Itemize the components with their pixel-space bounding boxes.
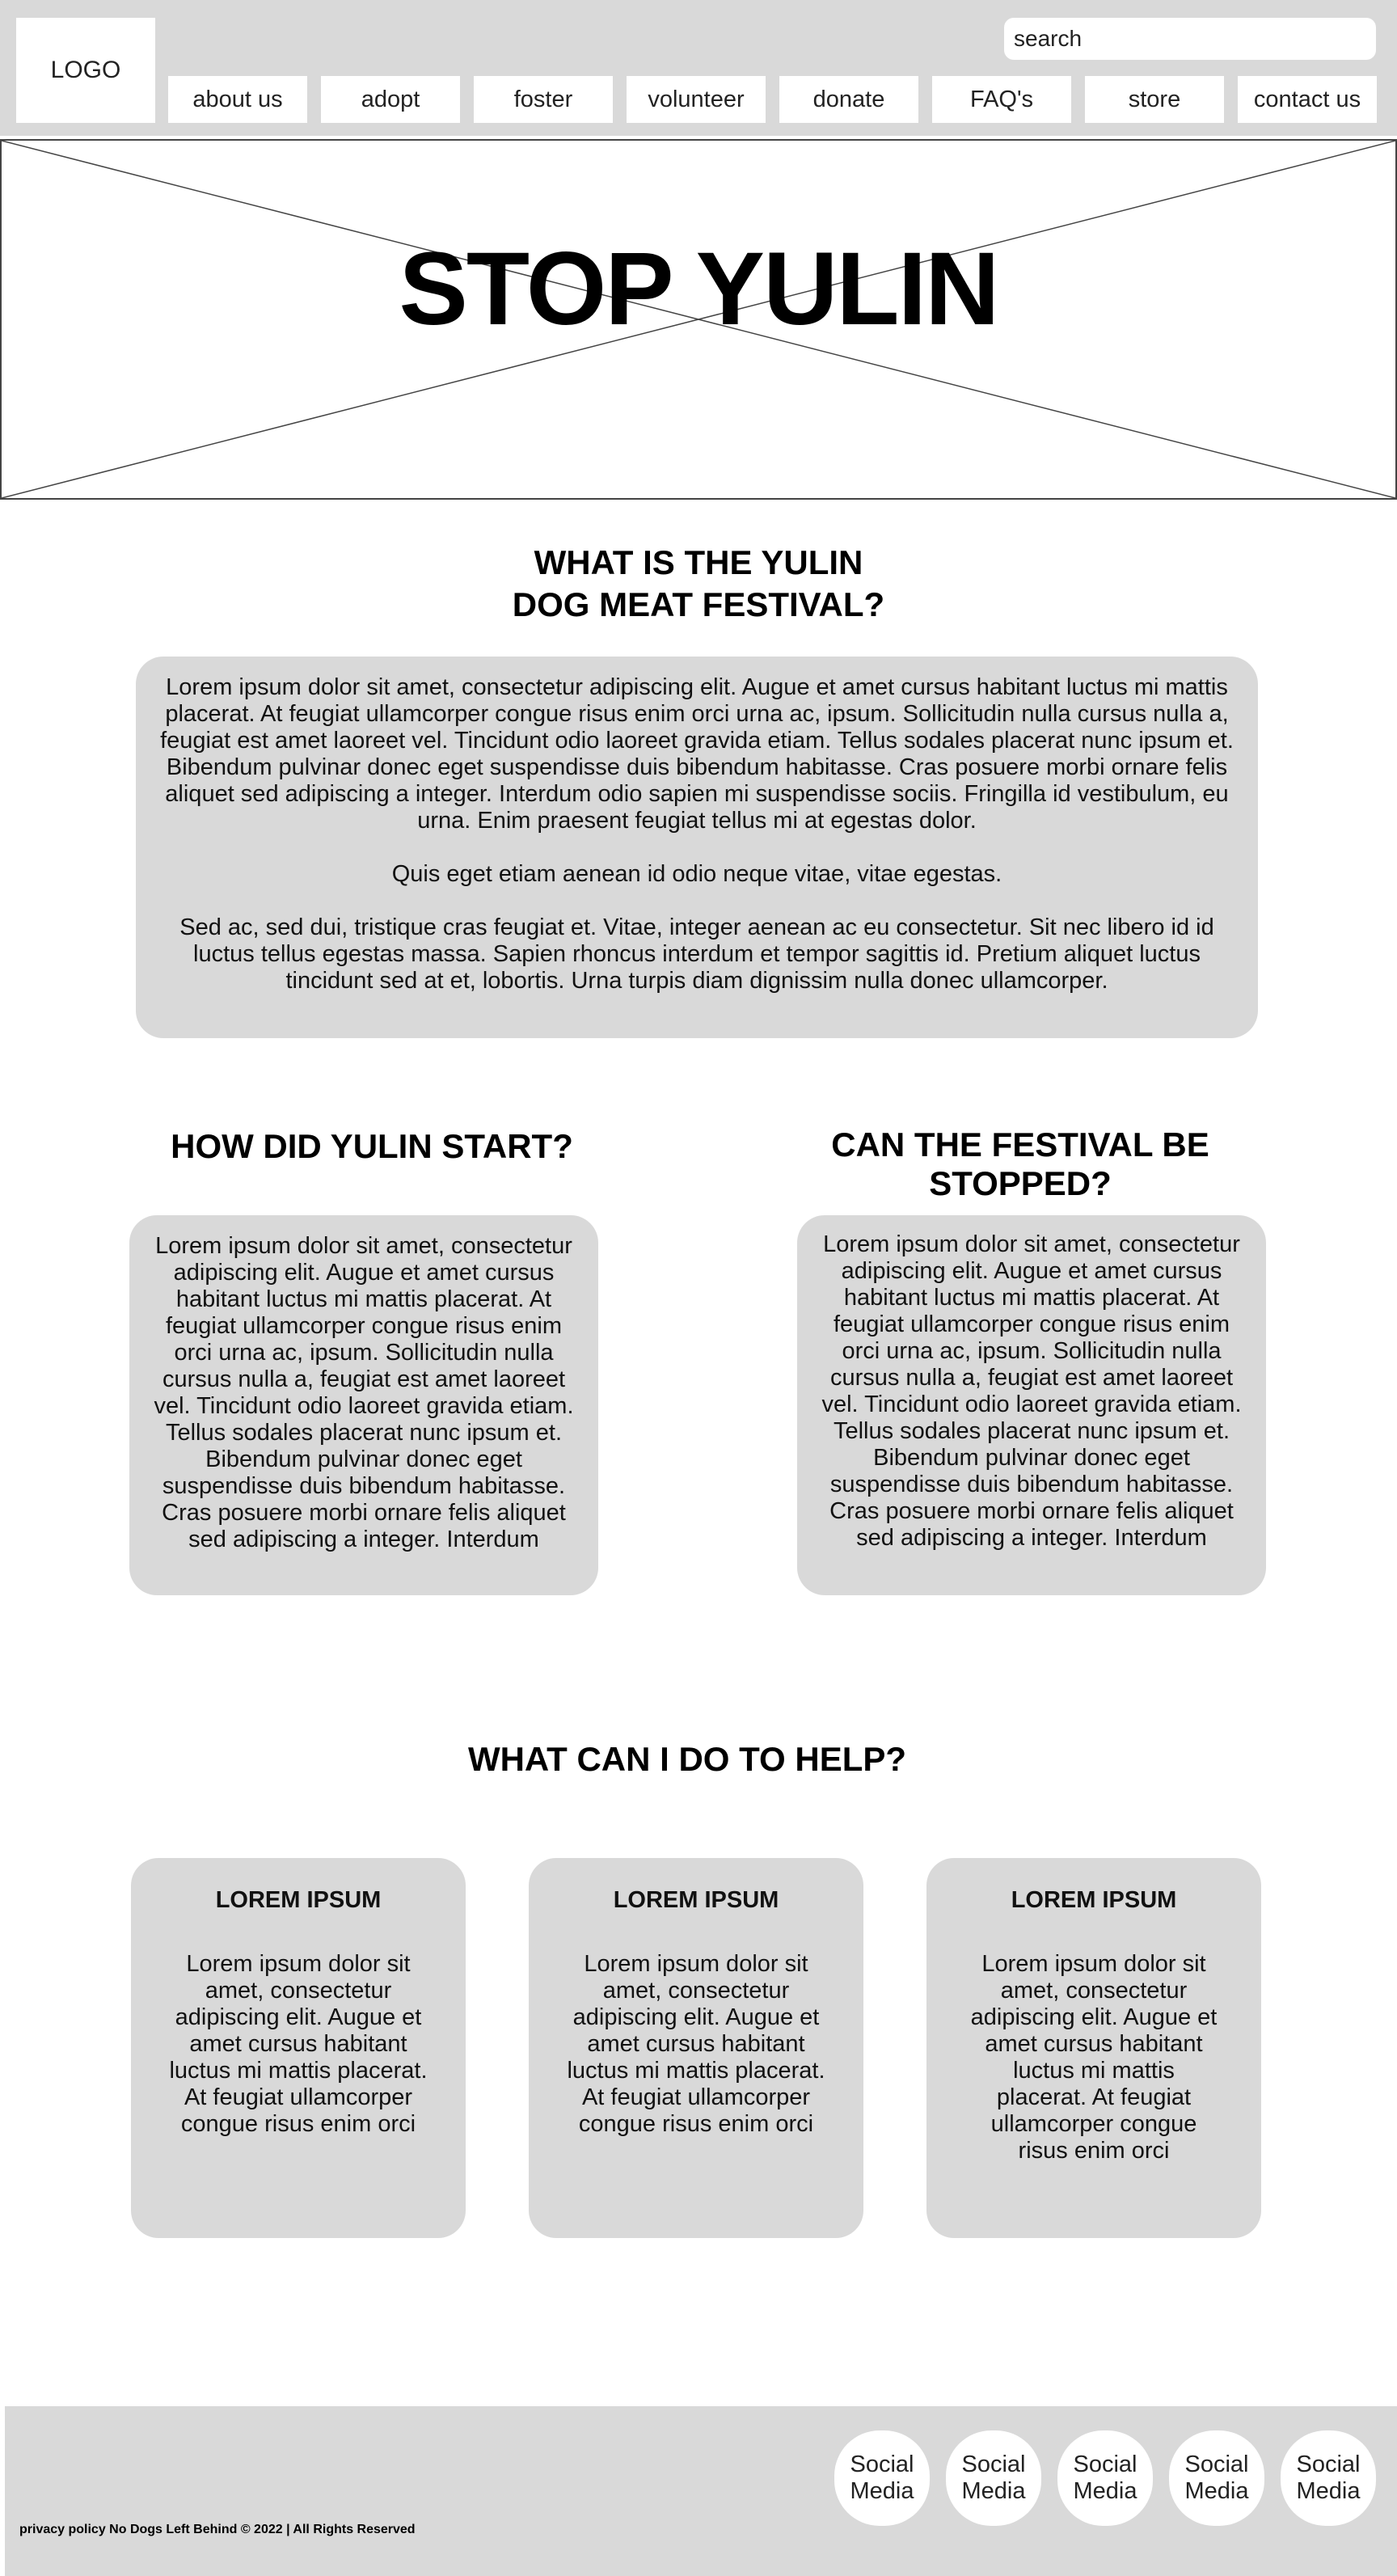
nav-faqs[interactable]: FAQ's <box>932 76 1071 123</box>
nav-volunteer[interactable]: volunteer <box>627 76 766 123</box>
can-stop-heading-line2: STOPPED? <box>929 1164 1112 1202</box>
nav-adopt[interactable]: adopt <box>321 76 460 123</box>
help-card <box>529 1858 863 2238</box>
can-stop-heading <box>778 1125 1263 1203</box>
help-card-text: Lorem ipsum dolor sit amet, consectetur adipiscing elit. Augue et amet cursus habitant luctus mi mattis placerat. At feugiat ullamcorper congue risus enim orci <box>169 1951 428 2137</box>
help-card-title: LOREM IPSUM <box>613 1887 779 1913</box>
help-card-title: LOREM IPSUM <box>215 1887 382 1913</box>
logo[interactable]: LOGO <box>16 18 155 123</box>
social-media-link[interactable]: Social Media <box>834 2430 930 2526</box>
nav-about-us[interactable]: about us <box>168 76 307 123</box>
nav-store[interactable]: store <box>1085 76 1224 123</box>
what-is-heading-line2: DOG MEAT FESTIVAL? <box>512 585 885 623</box>
help-heading: WHAT CAN I DO TO HELP? <box>467 1740 907 1778</box>
how-start-text: Lorem ipsum dolor sit amet, consectetur adipiscing elit. Augue et amet cursus habitant luctus mi mattis placerat. At feugiat ullamcorper congue risus enim orci urna ac, ipsum. Sollicitudin nulla cursus nulla a, feugiat est amet laoreet vel. Tincidunt odio laoreet gravida etiam. Tellus sodales placerat nunc ipsum et. Bibendum pulvinar donec eget suspendisse duis bibendum habitasse. Cras posuere morbi ornare felis aliquet sed adipiscing a integer. Interdum <box>154 1233 574 1552</box>
what-is-heading-line1: WHAT IS THE YULIN <box>534 543 863 581</box>
can-stop-heading-line1: CAN THE FESTIVAL BE <box>831 1125 1209 1163</box>
hero-title: STOP YULIN <box>399 231 998 347</box>
what-is-paragraph: Quis eget etiam aenean id odio neque vitae, vitae egestas. <box>391 861 1002 887</box>
search-input[interactable] <box>1004 18 1376 60</box>
how-start-heading: HOW DID YULIN START? <box>171 1127 573 1165</box>
social-media-link[interactable]: Social Media <box>1169 2430 1264 2526</box>
can-stop-box <box>797 1215 1266 1595</box>
footer-copyright: privacy policy No Dogs Left Behind © 2022 | All Rights Reserved <box>19 2523 416 2536</box>
what-is-box <box>136 657 1258 1038</box>
social-media-link[interactable]: Social Media <box>1057 2430 1153 2526</box>
can-stop-text: Lorem ipsum dolor sit amet, consectetur adipiscing elit. Augue et amet cursus habitant luctus mi mattis placerat. At feugiat ullamcorper congue risus enim orci urna ac, ipsum. Sollicitudin nulla cursus nulla a, feugiat est amet laoreet vel. Tincidunt odio laoreet gravida etiam. Tellus sodales placerat nunc ipsum et. Bibendum pulvinar donec eget suspendisse duis bibendum habitasse. Cras posuere morbi ornare felis aliquet sed adipiscing a integer. Interdum <box>821 1231 1242 1551</box>
nav-contact-us[interactable]: contact us <box>1238 76 1377 123</box>
social-media-link[interactable]: Social Media <box>946 2430 1041 2526</box>
how-start-box <box>129 1215 598 1595</box>
what-is-paragraph: Sed ac, sed dui, tristique cras feugiat et. Vitae, integer aenean ac eu consectetur. Sit nec libero id id luctus tellus egestas massa. Sapien rhoncus interdum et tempor sagittis id. Pretium aliquet luctus tincidunt sed at et, lobortis. Urna turpis diam dignissim nulla donec ullamcorper. <box>179 914 1214 994</box>
help-card <box>926 1858 1261 2238</box>
help-card-title: LOREM IPSUM <box>1011 1887 1177 1913</box>
help-card-text: Lorem ipsum dolor sit amet, consectetur adipiscing elit. Augue et amet cursus habitant luctus mi mattis placerat. At feugiat ullamcorper congue risus enim orci <box>567 1951 825 2137</box>
what-is-paragraph: Lorem ipsum dolor sit amet, consectetur adipiscing elit. Augue et amet cursus habitant luctus mi mattis placerat. At feugiat ullamcorper congue risus enim orci urna ac, ipsum. Sollicitudin nulla cursus nulla a, feugiat est amet laoreet vel. Tincidunt odio laoreet gravida etiam. Tellus sodales placerat nunc ipsum et. Bibendum pulvinar donec eget suspendisse duis bibendum habitasse. Cras posuere morbi ornare felis aliquet sed adipiscing a integer. Interdum odio sapien mi suspendisse sociis. Fringilla id vestibulum, eu urna. Enim praesent feugiat tellus mi at egestas dolor. <box>160 674 1234 834</box>
help-card <box>131 1858 466 2238</box>
nav-donate[interactable]: donate <box>779 76 918 123</box>
hero-image-placeholder <box>0 139 1397 500</box>
social-media-link[interactable]: Social Media <box>1281 2430 1376 2526</box>
nav-foster[interactable]: foster <box>474 76 613 123</box>
help-card-text: Lorem ipsum dolor sit amet, consectetur adipiscing elit. Augue et amet cursus habitant luctus mi mattis placerat. At feugiat ullamcorper congue risus enim orci <box>970 1951 1218 2164</box>
what-is-heading <box>0 542 1397 626</box>
